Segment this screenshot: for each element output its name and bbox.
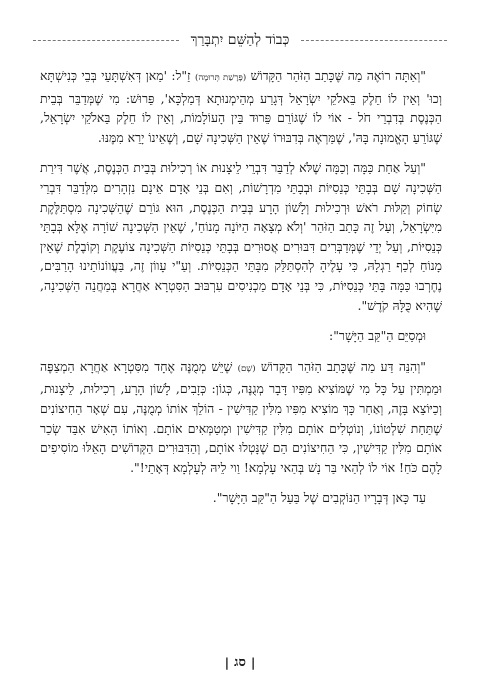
page-number: סג: [234, 655, 246, 670]
paragraph-zohar-terumah: [40, 66, 442, 147]
paragraph-text: "וְאַתָּה רוֹאֶה מַה שֶּׁכָּתַב הַזֹּהַר הַקָּדוֹשׁ: [246, 68, 426, 83]
header-rule-right: [301, 40, 447, 41]
source-citation: (שָׁם): [237, 363, 256, 374]
page-footer: [0, 654, 480, 670]
body-text: [40, 66, 442, 519]
running-header: [33, 30, 447, 50]
footer-bar-right: |: [250, 654, 256, 670]
header-rule-left: [33, 40, 179, 41]
header-title: כְּבוֹד לְהַשֵּׁם יִתְבָּרַךְ: [190, 31, 290, 48]
paragraph-synagogue-speech: [40, 158, 442, 315]
paragraph-text: "וְהִנֵּה דַּע מַה שֶּׁכָּתַב הַזֹּהַר הַקָּדוֹשׁ: [255, 358, 426, 374]
paragraph-kav-hayashar-intro: [40, 326, 442, 346]
paragraph-text: שֶׁיֵּשׁ מְמֻנֶּה אֶחָד מִסִּטְרָא אַחֲרָא הַמְצַפֶּה וּמַמְתִּין עַל כָּל מִי שֶׁמּוֹצִיא מִפִּיו דָּבָר מְגֻנֶּה, כְּגוֹן: כְּזָבִים, לָשׁוֹן הָרָע, רְכִילוּת, לֵיצָנוּת, וְכַיּוֹצֵא בָּזֶה, וְאַחַר כָּךְ מוֹצִיא מִפִּיו מִלִּין קַדִּישִׁין - הוֹלֵךְ אוֹתוֹ מְמֻנֶּה, עִם שְׁאָר הַחִיצוֹנִים שֶׁתַּחַת שִׁלְטוֹנוֹ, וְנוֹטְלִים אוֹתָם מִלִּין קַדִּישִׁין וּמְטַמְּאִים אוֹתָם. וְאוֹתוֹ הָאִישׁ אִבֵּד שְׂכַר אוֹתָם מִלִּין קַדִּישִׁין, כִּי הַחִיצוֹנִים הֵם שֶׁנָּטְלוּ אוֹתָם, וְהַדִּבּוּרִים הַקְּדוֹשִׁים הָאֵלּוּ מוֹסִיפִים לָהֶם כֹּחַ! אוֹי לוֹ לְהַאי בַּר נָשׁ בְּהַאי עָלְמָא! וַוי לֵיהּ לְעָלְמָא דְּאָתֵי!".: [40, 358, 442, 475]
source-citation: (פָּרָשַׁת תְּרוּמָה): [195, 73, 247, 83]
paragraph-text: "וְעַל אַחַת כַּמָּה וְכַמָּה שֶׁלֹּא לְדַבֵּר דִּבְרֵי לֵיצָנוּת אוֹ רְכִילוּת בְּבֵית הַכְּנֶסֶת, אֲשֶׁר דִּירַת הַשְּׁכִינָה שָׁם בְּבָתֵּי כְּנֵסִיּוֹת וּבְבָתֵּי מִדְרָשׁוֹת, וְאִם בְּנֵי אָדָם אֵינָם נִזְהָרִים מִלְּדַבֵּר דִּבְרֵי שְׂחוֹק וְקַלּוּת רֹאשׁ וּרְכִילוּת וְלָשׁוֹן הָרָע בְּבֵית הַכְּנֶסֶת, הוּא גּוֹרֵם שֶׁהַשְּׁכִינָה מִסְתַּלֶּקֶת מִיִּשְׂרָאֵל, וְעַל זֶה כָּתַב הַזֹּהַר 'וְלֹא מְצָאָה הַיּוֹנָה מָנוֹחַ', שֶׁאֵין הַשְּׁכִינָה שׁוֹרָה אֶלָּא בְּבָתֵּי כְּנֵסִיּוֹת, וְעַל יְדֵי שֶׁמְּדַבְּרִים דִּבּוּרִים אֲסוּרִים בְּבָתֵּי כְּנֵסִיּוֹת הַשְּׁכִינָה צוֹעֶקֶת וְקוֹבֶלֶת שֶׁאֵין מָנוֹחַ לְכַף רַגְלָהּ, כִּי עָלֶיהָ לְהִסְתַּלֵּק מִבָּתֵּי הַכְּנֵסִיּוֹת. וְעַ"י עָווֹן זֶה, בַּעֲווֹנוֹתֵינוּ הָרַבִּים, נֶחֶרְבוּ כַּמָּה בָּתֵּי כְּנֵסִיּוֹת, כִּי בְּנֵי אָדָם מַכְנִיסִים עִרְבּוּב הַסִּטְרָא אַחֲרָא בְּמַחֲנֵה הַשְּׁכִינָה, שֶׁהִיא כֻּלָּהּ קֹדֶשׁ".: [40, 160, 442, 313]
paragraph-closing: [40, 488, 442, 508]
paragraph-text: זַ"ל: 'מַאן דְּאִשְׁתָּעֵי בְּבֵי כְּנִישְׁתָּא וְכוּ' וְאֵין לוֹ חֵלֶק בֵּאלֹקֵי יִשְׂרָאֵל דְּגָרַע מְהֵימְנוּתָא דְּמַלְכָּא', פֵּרוּשׁ: מִי שֶׁמְּדַבֵּר בְּבֵית הַכְּנֶסֶת בְּדִבְרֵי חֹל - אוֹי לוֹ שֶׁגּוֹרֵם פֵּרוּד בֵּין הָעוֹלָמוֹת, וְאֵין לוֹ חֵלֶק בֵּאלֹקֵי יִשְׂרָאֵל, שֶׁגּוֹרֵעַ הָאֱמוּנָה בָּהּ', שֶׁמַּרְאֶה בְּדִבּוּרוֹ שֶׁאֵין הַשְּׁכִינָה שָׁם, וְשֶׁאֵינוֹ יָרֵא מִמֶּנּוּ.: [40, 68, 442, 145]
footer-bar-left: |: [224, 654, 230, 670]
paragraph-text: עַד כָּאן דְּבָרָיו הַנּוֹקְבִים שֶׁל בַּעַל הַ"קַּב הַיָּשָׁר".: [212, 490, 426, 506]
paragraph-text: וּמְסַיֵּם הַ"קַּב הַיָּשָׁר":: [329, 328, 426, 344]
paragraph-zohar-appointed-one: [40, 357, 442, 478]
